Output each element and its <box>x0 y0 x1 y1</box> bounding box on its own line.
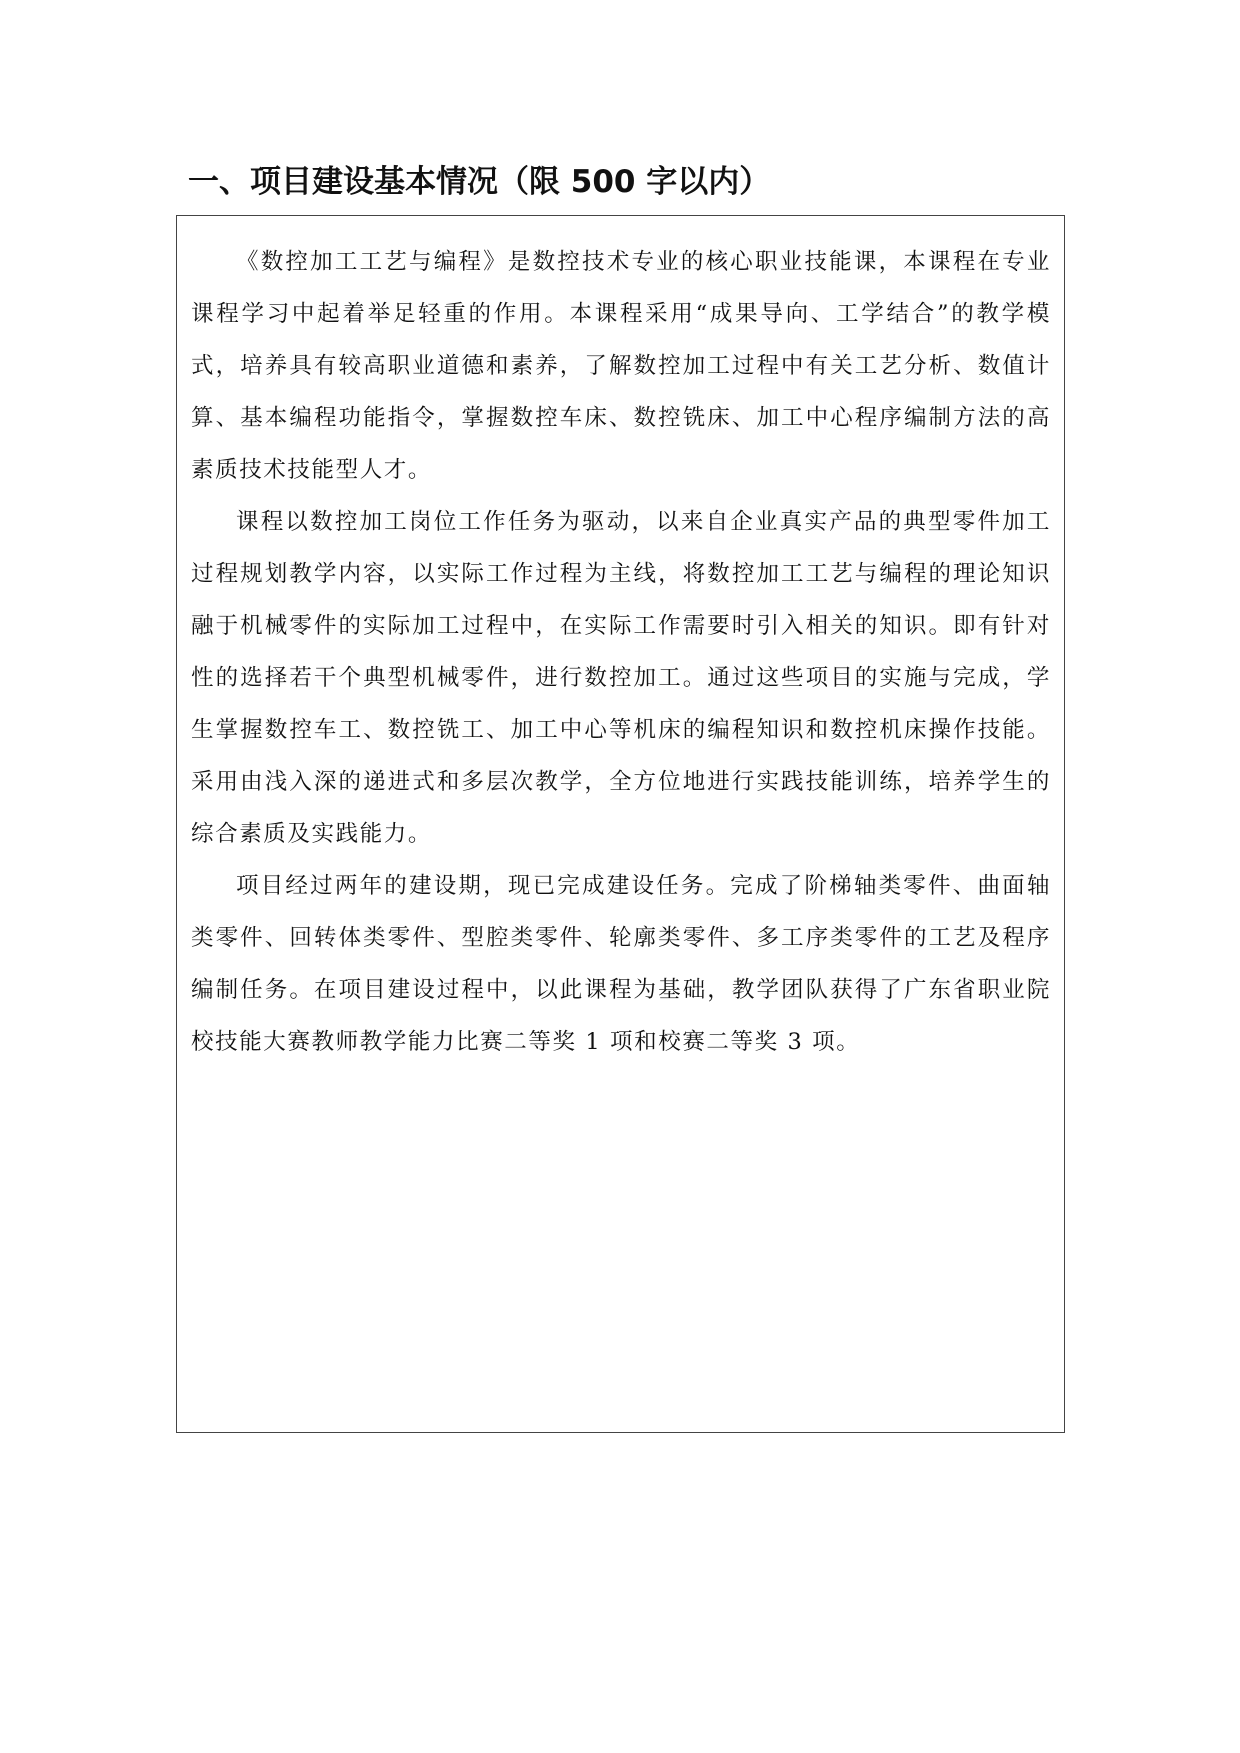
paragraph-course-overview: 《数控加工工艺与编程》是数控技术专业的核心职业技能课，本课程在专业课程学习中起着举足轻重的作用。本课程采用“成果导向、工学结合”的教学模式，培养具有较高职业道德和素养，了解数控加工过程中有关工艺分析、数值计算、基本编程功能指令，掌握数控车床、数控铣床、加工中心程序编制方法的高素质技术技能型人才。 <box>191 249 1051 483</box>
content-box <box>176 215 1065 1433</box>
body-text <box>191 236 1051 1068</box>
section-title: 一、项目建设基本情况（限 500 字以内） <box>188 164 771 200</box>
paragraph-project-outcome: 项目经过两年的建设期，现已完成建设任务。完成了阶梯轴类零件、曲面轴类零件、回转体类零件、型腔类零件、轮廓类零件、多工序类零件的工艺及程序编制任务。在项目建设过程中，以此课程为基础，教学团队获得了广东省职业院校技能大赛教师教学能力比赛二等奖 1 项和校赛二等奖 3 项。 <box>191 873 1051 1055</box>
paragraph-course-design: 课程以数控加工岗位工作任务为驱动，以来自企业真实产品的典型零件加工过程规划教学内容，以实际工作过程为主线，将数控加工工艺与编程的理论知识融于机械零件的实际加工过程中，在实际工作需要时引入相关的知识。即有针对性的选择若干个典型机械零件，进行数控加工。通过这些项目的实施与完成，学生掌握数控车工、数控铣工、加工中心等机床的编程知识和数控机床操作技能。采用由浅入深的递进式和多层次教学，全方位地进行实践技能训练，培养学生的综合素质及实践能力。 <box>191 509 1051 847</box>
